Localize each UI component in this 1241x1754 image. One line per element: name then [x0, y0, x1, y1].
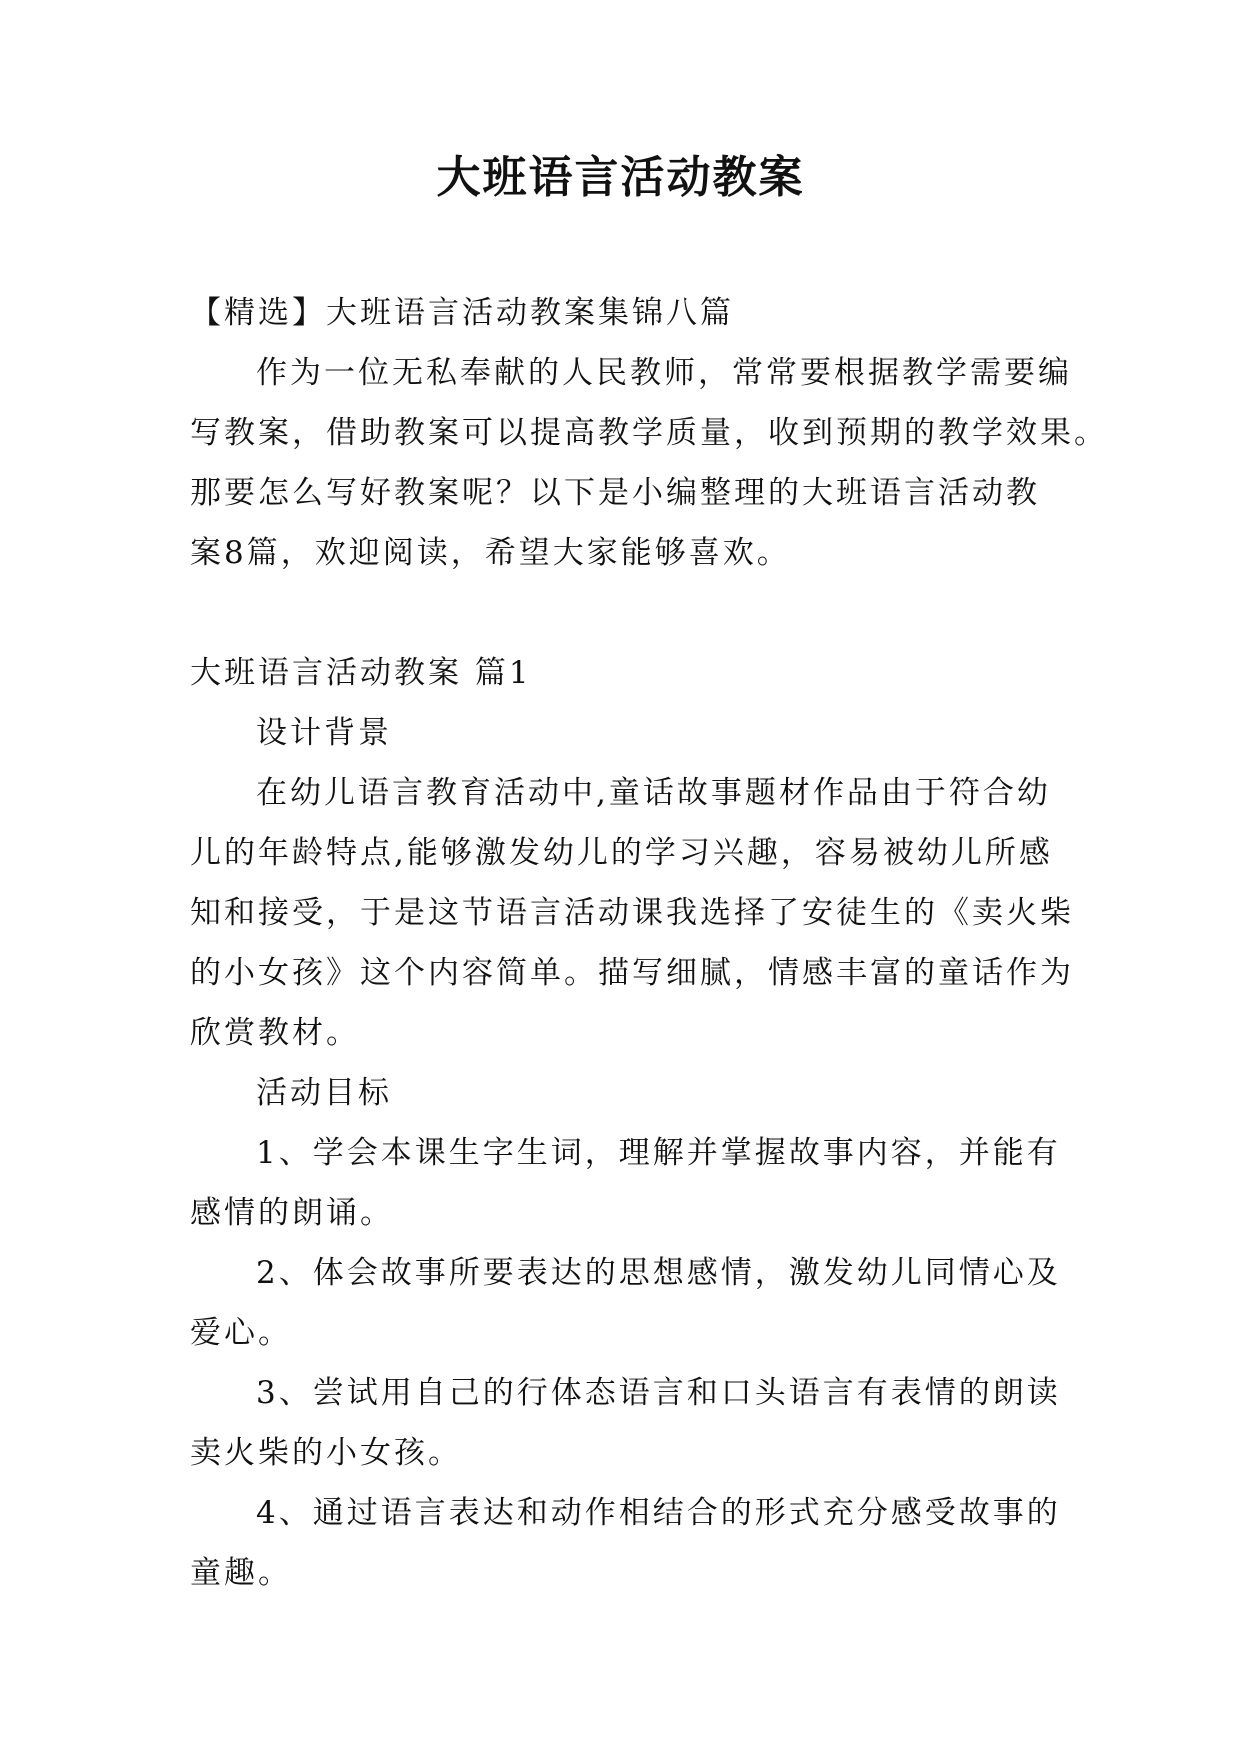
text-line: 设计背景 [256, 715, 392, 751]
document-body [190, 283, 1108, 1603]
text-line: 感情的朗诵。 [190, 1195, 394, 1231]
text-line: 童趣。 [190, 1555, 292, 1591]
text-line: 写教案，借助教案可以提高教学质量，收到预期的教学效果。 [190, 415, 1108, 451]
text-line: 的小女孩》这个内容简单。描写细腻，情感丰富的童话作为 [190, 955, 1074, 991]
text-line: 欣赏教材。 [190, 1015, 360, 1051]
text-line: 儿的年龄特点,能够激发幼儿的学习兴趣，容易被幼儿所感 [190, 835, 1053, 871]
text-line: 爱心。 [190, 1315, 292, 1351]
text-line: 3、尝试用自己的行体态语言和口头语言有表情的朗读 [256, 1375, 1061, 1411]
document-title: 大班语言活动教案 [436, 152, 805, 203]
text-line: 【精选】大班语言活动教案集锦八篇 [190, 295, 734, 331]
text-line: 知和接受，于是这节语言活动课我选择了安徒生的《卖火柴 [190, 895, 1074, 931]
text-line: 活动目标 [256, 1075, 392, 1111]
text-line: 大班语言活动教案 篇1 [190, 655, 532, 691]
text-line: 1、学会本课生字生词，理解并掌握故事内容，并能有 [256, 1135, 1061, 1171]
text-line: 2、体会故事所要表达的思想感情，激发幼儿同情心及 [256, 1255, 1061, 1291]
text-line: 作为一位无私奉献的人民教师，常常要根据教学需要编 [256, 355, 1072, 391]
text-line: 卖火柴的小女孩。 [190, 1435, 462, 1471]
paragraph-gap [190, 583, 1062, 643]
text-line: 案8篇，欢迎阅读，希望大家能够喜欢。 [190, 535, 791, 571]
text-line: 4、通过语言表达和动作相结合的形式充分感受故事的 [256, 1495, 1061, 1531]
text-line: 在幼儿语言教育活动中,童话故事题材作品由于符合幼 [256, 775, 1051, 811]
text-line: 那要怎么写好教案呢？以下是小编整理的大班语言活动教 [190, 475, 1040, 511]
